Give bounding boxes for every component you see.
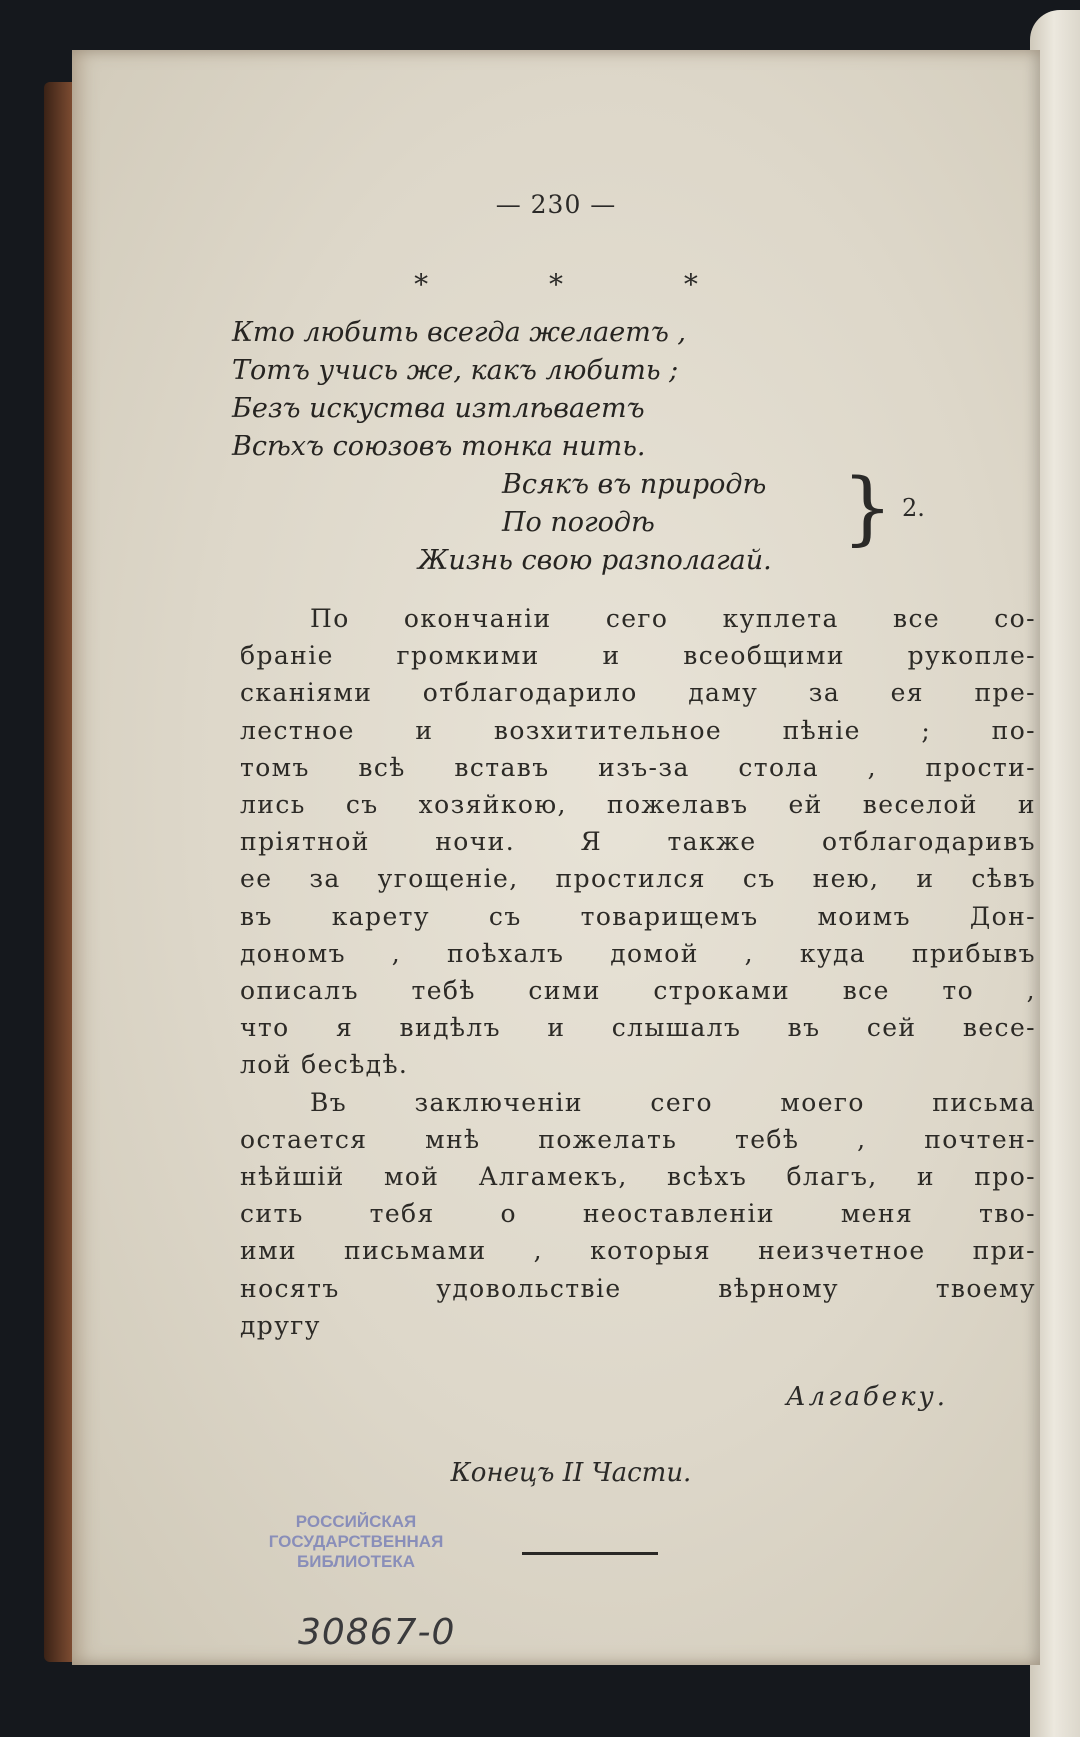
text-line: прiятной ночи. Я также отблагодаривъ xyxy=(240,827,1036,857)
verse-line: Тотъ учись же, какъ любить ; xyxy=(232,355,679,386)
page-number: — 230 — xyxy=(495,190,617,219)
text-line: По окончанiи сего куплета все со- xyxy=(310,604,1036,633)
text-line: нѣйшiй мой Алгамекъ, всѣхъ благъ, и про- xyxy=(240,1162,1036,1192)
refrain-number: 2. xyxy=(902,494,925,522)
stamp-line: БИБЛИОТЕКА xyxy=(297,1552,415,1571)
text-line: лой бесѣдѣ. xyxy=(240,1050,409,1080)
verse-line: Безъ искуства изтлѣваетъ xyxy=(232,393,645,424)
refrain-brace: } xyxy=(842,461,893,554)
letter-signature: Алгабеку. xyxy=(785,1382,948,1412)
text-line: бранiе громкими и всеобщими рукопле- xyxy=(240,641,1036,671)
book-page xyxy=(72,50,1040,1665)
stamp-line: РОССИЙСКАЯ xyxy=(295,1512,417,1531)
prose-text xyxy=(240,600,1036,1344)
text-line: лестное и возхитительное пѣнiе ; по- xyxy=(240,715,1036,745)
text-line: остается мнѣ пожелать тебѣ , почтен- xyxy=(240,1124,1036,1154)
text-line: Въ заключенiи сего моего письма xyxy=(310,1087,1036,1117)
text-line: другу xyxy=(240,1310,321,1340)
verse-line: Жизнь свою разполагай. xyxy=(418,545,772,576)
text-line: описалъ тебѣ сими строками все то , xyxy=(240,976,1036,1006)
text-line: томъ всѣ вставъ изъ-за стола , прости- xyxy=(240,752,1036,782)
text-line: въ карету съ товарищемъ моимъ Дон- xyxy=(240,901,1036,931)
verse-line: По погодѣ xyxy=(502,507,655,538)
text-line: сканiями отблагодарило даму за ея пре- xyxy=(240,678,1036,708)
text-line: сить тебя о неоставленiи меня тво- xyxy=(240,1199,1036,1229)
text-line: дономъ , поѣхалъ домой , куда прибывъ xyxy=(240,938,1036,968)
verse-stanza xyxy=(232,314,932,580)
section-asterisks: * * * xyxy=(414,268,754,301)
verse-line: Всякъ въ природѣ xyxy=(502,469,767,500)
text-line: ими письмами , которыя неизчетное при- xyxy=(240,1236,1036,1266)
verse-line: Всѣхъ союзовъ тонка нить. xyxy=(232,431,646,462)
text-line: носятъ удовольствiе вѣрному твоему xyxy=(240,1273,1036,1303)
text-line: что я видѣлъ и слышалъ въ сей весе- xyxy=(240,1013,1036,1043)
stamp-line: ГОСУДАРСТВЕННАЯ xyxy=(268,1532,444,1551)
library-stamp xyxy=(256,1512,456,1572)
handwritten-call-number: 30867-0 xyxy=(298,1612,456,1653)
text-line: ее за угощенiе, простился съ нею, и сѣвъ xyxy=(240,864,1036,894)
verse-line: Кто любить всегда желаетъ , xyxy=(232,317,687,348)
closing-rule xyxy=(522,1552,658,1555)
end-of-part-text: Конецъ II Части. xyxy=(450,1458,692,1488)
text-line: лись съ хозяйкою, пожелавъ ей веселой и xyxy=(240,790,1036,820)
